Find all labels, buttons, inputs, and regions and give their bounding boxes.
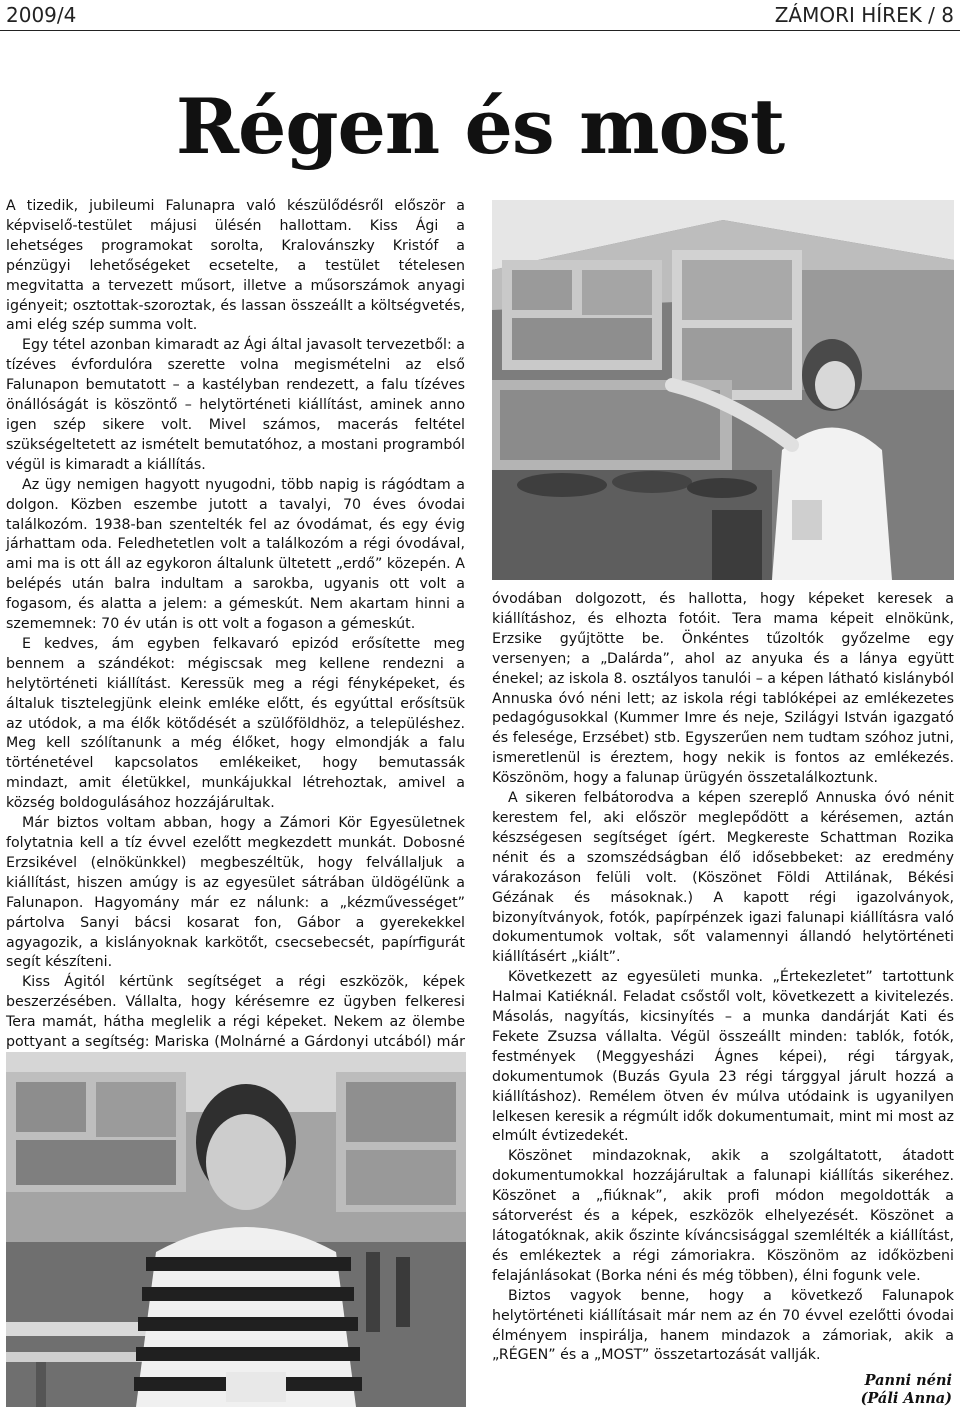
author-signature <box>861 1372 952 1408</box>
publication-name-page: ZÁMORI HÍREK / 8 <box>774 3 954 27</box>
header-rule <box>0 30 960 31</box>
article-left-column <box>6 197 465 1093</box>
paragraph: óvodában dolgozott, és hallotta, hogy képeket keresek a kiállításhoz, és elhozta fotóit. Tera mama képeit elnökünk, Erzsike gyűjtötte be. Önkéntes tűzoltók győzelme egy versenyen; a „Dalárda”, ahol az anyuka és a lánya együtt énekel; az iskola 8. osztályos tanulói – a képen látható kislányból Annuska óvó néni lett; az iskola régi tablóképei az emlékezetes pedagógusokkal (Kummer Imre és neje, Szilágyi István igazgató és felesége, Erzsébet) stb. Egyszerűen nem tudtam szóhoz jutni, ismeretlenül is éreztem, hogy nekik is fontos az emlékezés. Köszönöm, hogy a falunap ürügyén összetalálkoztunk. <box>492 591 955 787</box>
paragraph: E kedves, ám egyben felkavaró epizód erősítette meg bennem a szándékot: mégiscsak meg kellene rendezni a helytörténeti kiállítást. Keressük meg a régi fényképeket, és általuk tisztelegjünk eleink emléke előtt, és egyúttal erősítsük az utódok, a ma élők kötődését a szülőföldhöz, a településhez. Meg kell szólítanunk a még élőket, hogy elmondják a falu történetével kapcsolatos emlékeiket, hogy bemutassák mindazt, amit életükkel, munkájukkal létrehoztak, amivel a község boldogulásához hozzájárultak. <box>6 635 465 812</box>
paragraph: A tizedik, jubileumi Falunapra való készülődésről először a képviselő-testület májusi ülésén hallottam. Kiss Ági a lehetséges programokat sorolta, Kralovánszky Kristóf a pénzügyi lehetőségeket ecsetelte, a testület tételesen megvitatta a tervezett műsort, illetve a műsorszámok anyagi igényeit; osztottak-szoroztak, és lassan összeállt a költségvetés, ami elég szép summa volt. <box>6 198 465 334</box>
paragraph: Következett az egyesületi munka. „Értekezletet” tartottunk Halmai Katiéknál. Feladat csőstől volt, következett a kivitelezés. Másolás, nagyítás, kicsinyítés – a munka dandárját Kati és Fekete Zsuzsa vállalta. Végül összeállt minden: tablók, fotók, festmények (Meggyesházi Ágnes képei), régi tárgyak, dokumentumok (Buzás Gyula 23 régi tárggyal járult hozzá a kiállításhoz). Remélem ötven év múlva utódaink is ugyanilyen lelkesen keresik a régmúlt idők dokumentumait, mint mi most az elmúlt évtizedekét. <box>492 969 954 1145</box>
paragraph: Már biztos voltam abban, hogy a Zámori Kör Egyesületnek folytatnia kell a tíz évvel ezelőtt megkezdett munkát. Dobosné Erzsikével (elnökünkkel) megbeszéltük, hogy felvállaljuk a kiállítást, hiszen amúgy is az egyesület sátrában üldögélünk a Falunapon. Hagyomány már ez nálunk: a „kézművességet” pártolva Sanyi bácsi kosarat fon, Gábor a gyerekekkel agyagozik, a kislányoknak karkötőt, csecsebecsét, papírfigurát segít készíteni. <box>6 815 465 971</box>
paragraph: A sikeren felbátorodva a képen szereplő Annuska óvó nénit kerestem fel, aki először meglepődött a kérésemen, aztán készségesen segítséget ígért. Megkereste Schattman Rozika nénit és a szomszédságban élő idősebbeket: az eredmény várakozáson felüli volt. (Köszönet Földi Attilának, Békési Gézának és másoknak.) A kapott régi igazolványok, bizonyítványok, fotók, papírpénzek igazi falunapi kiállításra való dokumentumok voltak, sőt valamennyi állandó helytörténeti kiállításért „kiált”. <box>492 790 954 966</box>
article-right-column <box>492 590 954 1366</box>
article-title: Régen és most <box>175 82 785 171</box>
author-nickname: Panni néni <box>864 1372 952 1389</box>
paragraph: Egy tétel azonban kimaradt az Ági által javasolt tervezetből: a tízéves évfordulóra szerette volna megismételni az első Falunapon bemutatott – a kastélyban rendezett, a falu tízéves önállóságát is köszöntő – helytörténeti kiállítást, aminek anno igen szép sikere volt. Mivel számos, macerás feltétel szükségeltetett az ismételt bemutatóhoz, a mostani programból végül is kimaradt a kiállítás. <box>6 337 465 473</box>
paragraph: Az ügy nemigen hagyott nyugodni, több napig is rágódtam a dolgon. Közben eszembe jutott a tavalyi, 70 éves óvodai találkozóm. 1938-ban szentelték fel az óvodámat, és egy évig járhattam oda. Feledhetetlen volt a találkozóm a régi óvodával, ami ma is ott áll az egykoron általunk ültetett „erdő” közepén. A belépés után balra indultam a sarokba, ugyanis ott volt a fogasom, és alatta a jelem: a gémeskút. Nem akartam hinni a szememnek: 70 év után is ott volt a fogason a gémeskút. <box>6 476 465 633</box>
exhibition-tent-photo <box>492 200 954 580</box>
paragraph: Biztos vagyok benne, hogy a következő Falunapok helytörténeti kiállításait már nem az én 70 évvel ezelőtti óvodai élményem inspirálja, hanem mindazok a zámoriak, akik a „RÉGEN” és a „MOST” összetartozását vallják. <box>492 1287 954 1364</box>
woman-with-exhibits-photo <box>6 1052 466 1407</box>
author-fullname: (Páli Anna) <box>860 1390 952 1407</box>
issue-number: 2009/4 <box>6 3 77 27</box>
paragraph: Kiss Ágitól kértünk segítséget a régi eszközök, képek beszerzésében. Vállalta, hogy kérésemre ez ügyben felkeresi Tera mamát, hátha meglelik a régi képeket. Nekem az ölembe pottyant a segítség: Mariska (Molnárné a Gárdonyi utcából) már <box>6 974 465 1051</box>
paragraph: Köszönet mindazoknak, akik a szolgáltatott, átadott dokumentumokkal hozzájárultak a falunapi kiállítás sikeréhez. Köszönet a „fiúknak”, akik profi módon megoldották a sátorverést és a képek, eszközök elhelyezését. Köszönet a látogatóknak, akik őszinte kíváncsisággal szemlélték a kiállítást, és emlékeztek a régi zámoriakra. Köszönöm az időközbeni felajánlásokat (Borka néni és még többen), élni fogunk vele. <box>492 1148 954 1284</box>
